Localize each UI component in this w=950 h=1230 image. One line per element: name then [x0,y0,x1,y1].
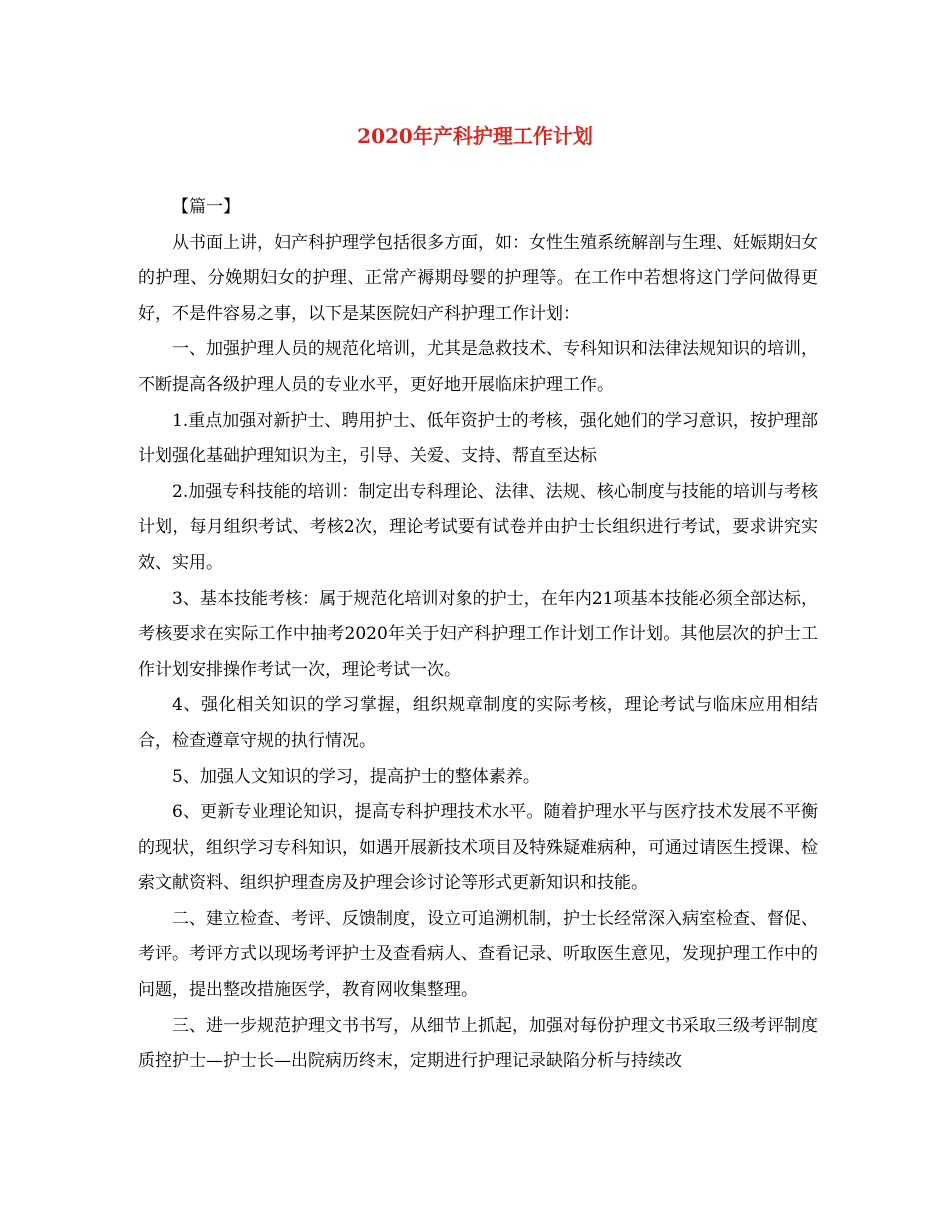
paragraph: 二、建立检查、考评、反馈制度，设立可追溯机制，护士长经常深入病室检查、督促、考评。考评方式以现场考评护士及查看病人、查看记录、听取医生意见，发现护理工作中的问题，提出整改措施医学，教育网收集整理。 [138,908,818,1001]
paragraph: 从书面上讲，妇产科护理学包括很多方面，如：女性生殖系统解剖与生理、妊娠期妇女的护理、分娩期妇女的护理、正常产褥期母婴的护理等。在工作中若想将这门学问做得更好，不是件容易之事，以下是某医院妇产科护理工作计划： [138,232,818,324]
paragraph: 4、强化相关知识的学习掌握，组织规章制度的实际考核，理论考试与临床应用相结合，检查遵章守规的执行情况。 [138,695,818,751]
paragraph: 1.重点加强对新护士、聘用护士、低年资护士的考核，强化她们的学习意识，按护理部计划强化基础护理知识为主，引导、关爱、支持、帮直至达标 [138,410,818,467]
document-body [138,190,818,1080]
section-heading: 【篇一】 [172,197,240,217]
paragraph: 一、加强护理人员的规范化培训，尤其是急救技术、专科知识和法律法规知识的培训，不断提高各级护理人员的专业水平，更好地开展临床护理工作。 [138,339,818,395]
paragraph: 2.加强专科技能的培训：制定出专科理论、法律、法规、核心制度与技能的培训与考核计划，每月组织考试、考核2次，理论考试要有试卷并由护士长组织进行考试，要求讲究实效、实用。 [138,481,818,573]
paragraph: 5、加强人文知识的学习，提高护士的整体素养。 [172,766,540,787]
paragraph: 3、基本技能考核：属于规范化培训对象的护士，在年内21项基本技能必须全部达标，考核要求在实际工作中抽考2020年关于妇产科护理工作计划工作计划。其他层次的护士工作计划安排操作考试一次，理论考试一次。 [138,588,818,680]
paragraph: 三、进一步规范护理文书书写，从细节上抓起，加强对每份护理文书采取三级考评制度质控护士—护士长—出院病历终末，定期进行护理记录缺陷分析与持续改 [138,1015,818,1072]
document-title: 2020年产科护理工作计划 [357,124,593,148]
paragraph: 6、更新专业理论知识，提高专科护理技术水平。随着护理水平与医疗技术发展不平衡的现状，组织学习专科知识，如遇开展新技术项目及特殊疑难病种，可通过请医生授课、检索文献资料、组织护理查房及护理会诊讨论等形式更新知识和技能。 [138,802,818,894]
